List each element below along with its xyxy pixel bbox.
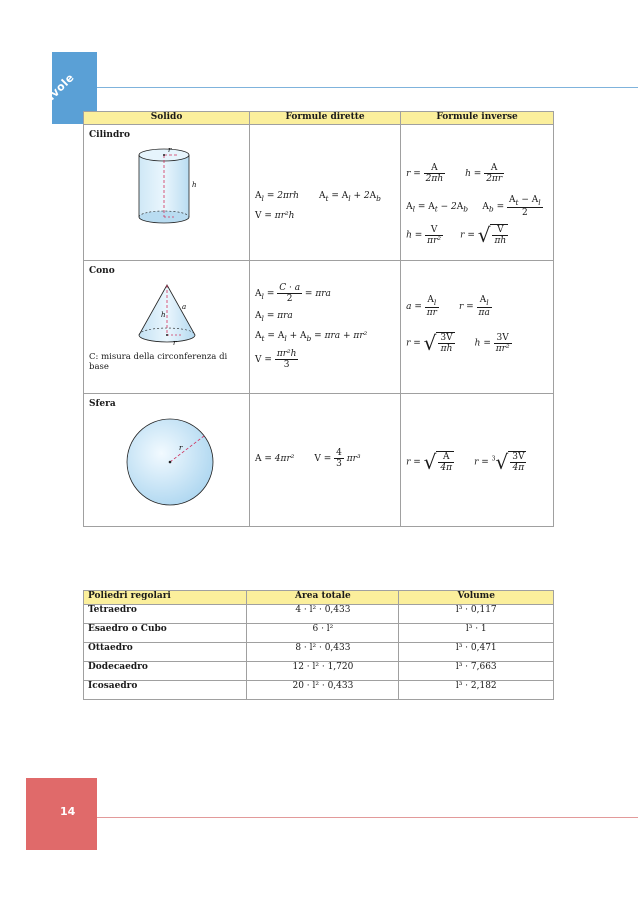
figure-label-r: r	[173, 339, 177, 347]
formula-cylinder-inverse-1: r = $\frac{A}{2\pi h}$ h = $\frac{A}{2\pi r}$	[406, 163, 503, 184]
formula-cone-total-area: $A_t = A_l + A_b = \pi ra + \pi r^2$	[255, 331, 368, 343]
page-number: 14	[60, 805, 76, 818]
header-direct-formulas: Formule dirette	[250, 112, 401, 125]
cell-cilindro-direct	[250, 125, 401, 261]
polyhedron-name: Dodecaedro	[84, 662, 247, 681]
cell-cilindro-solid	[84, 125, 250, 261]
cell-sfera-inverse	[401, 394, 554, 527]
solid-name: Cilindro	[89, 130, 131, 140]
formula-cone-lateral-area-2: $A_l = \pi ra$	[255, 311, 293, 323]
formula-cone-inverse-1: a = $\frac{A_l}{\pi r}$ r = $\frac{A_l}{\pi a}$	[406, 295, 490, 318]
table-row	[84, 605, 554, 624]
figure-label-h: h	[192, 181, 197, 189]
figure-label-r: r	[179, 444, 183, 452]
cell-cono-solid	[84, 261, 250, 394]
formula-cylinder-volume: V = πr²h	[255, 211, 295, 221]
cell-cono-direct	[250, 261, 401, 394]
polyhedron-volume: l³ · 7,663	[399, 662, 554, 681]
section-tab-label: Tavole	[37, 70, 77, 111]
sphere-figure	[124, 416, 216, 508]
formula-table	[83, 111, 554, 527]
cone-figure	[124, 281, 214, 351]
polyhedron-volume: l³ · 0,471	[399, 643, 554, 662]
polyhedron-name: Tetraedro	[84, 605, 247, 624]
cell-sfera-direct	[250, 394, 401, 527]
footer-rule	[97, 817, 638, 818]
solid-name: Cono	[89, 266, 115, 276]
header-polyhedra: Poliedri regolari	[84, 591, 247, 605]
formula-cylinder-inverse-3: h = $\frac{V}{\text{πr²}}$ r = √ $\frac{V}{\pi h}$	[406, 223, 507, 247]
formula-cylinder-inverse-2: $A_l = A_t - 2A_b$ $A_b$ = $\frac{A_t - A_l}{2}$	[406, 195, 541, 218]
polyhedron-area: 12 · l² · 1,720	[247, 662, 399, 681]
table-row	[84, 643, 554, 662]
figure-label-a: a	[182, 303, 187, 311]
polyhedron-volume: l³ · 0,117	[399, 605, 554, 624]
polyhedron-name: Icosaedro	[84, 681, 247, 700]
formula-cone-volume: V = $\frac{\text{πr²h}}{3}$	[255, 349, 297, 370]
row-sfera	[84, 394, 554, 527]
formula-cone-inverse-2: r = √ $\frac{3V}{\pi h}$ h = $\frac{3V}{\text{πr²}}$	[406, 331, 510, 355]
row-cono	[84, 261, 554, 394]
formula-sphere-inverse: r = √ $\frac{A}{4\pi}$ r = $^3$√ $\frac{3V}{4\pi}$	[406, 450, 525, 474]
polyhedron-volume: l³ · 1	[399, 624, 554, 643]
polyhedron-name: Ottaedro	[84, 643, 247, 662]
polyhedron-area: 6 · l²	[247, 624, 399, 643]
figure-label-r: r	[168, 147, 172, 154]
header-volume: Volume	[399, 591, 554, 605]
polyhedron-area: 20 · l² · 0,433	[247, 681, 399, 700]
polyhedron-area: 8 · l² · 0,433	[247, 643, 399, 662]
cell-cono-inverse	[401, 261, 554, 394]
header-total-area: Area totale	[247, 591, 399, 605]
polyhedron-area: 4 · l² · 0,433	[247, 605, 399, 624]
cell-cilindro-inverse	[401, 125, 554, 261]
solid-name: Sfera	[89, 399, 116, 409]
formula-cone-lateral-area-1: $A_l$ = $\frac{C \cdot a}{2}$ = πra	[255, 283, 331, 304]
header-inverse-formulas: Formule inverse	[401, 112, 554, 125]
table-row	[84, 662, 554, 681]
polyhedron-volume: l³ · 2,182	[399, 681, 554, 700]
table-row	[84, 681, 554, 700]
formula-table-header	[84, 112, 554, 125]
row-cilindro	[84, 125, 554, 261]
header-rule	[97, 87, 638, 88]
figure-label-h: h	[161, 311, 166, 319]
header-solid: Solido	[84, 112, 250, 125]
polyhedra-table-header	[84, 591, 554, 605]
cylinder-figure	[134, 147, 224, 232]
formula-sphere-area-volume: A = 4πr² V = $\frac{4}{3}$ πr³	[255, 448, 361, 469]
formula-cylinder-lateral-area: $A_l = 2\pi rh$ $A_t = A_l + 2A_b$	[255, 191, 381, 203]
cell-sfera-solid	[84, 394, 250, 527]
polyhedron-name: Esaedro o Cubo	[84, 624, 247, 643]
polyhedra-table	[83, 590, 554, 700]
circumference-note: C: misura della circonferenza di base	[89, 352, 228, 372]
table-row	[84, 624, 554, 643]
